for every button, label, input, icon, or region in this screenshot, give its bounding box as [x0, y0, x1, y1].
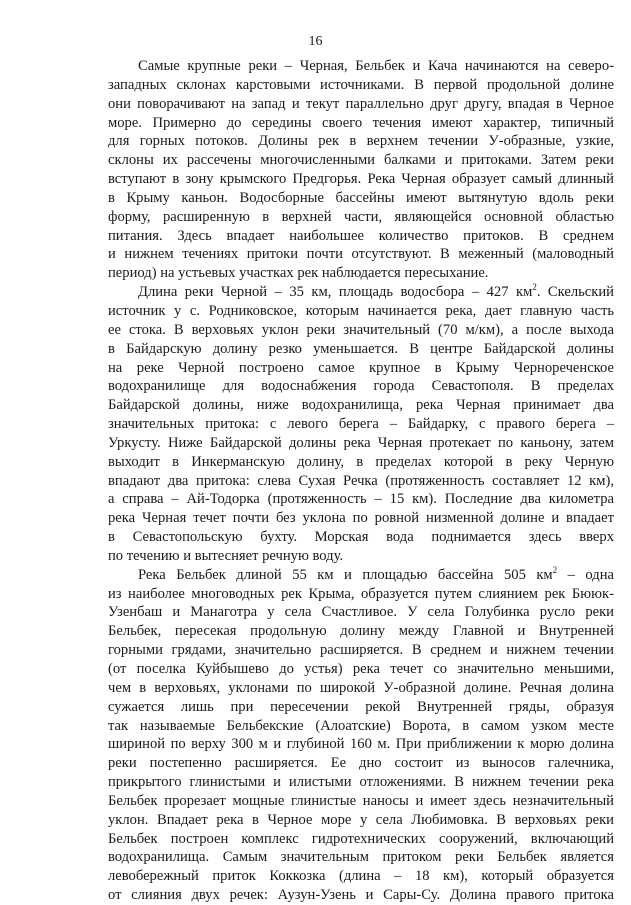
text-line: западных склонах карстовыми источниками. В первой продольной долине: [108, 76, 614, 93]
text-line: уклон. Впадает река в Черное море у села Любимовка. В верховьях реки: [108, 811, 614, 828]
text-line: и нижнем течениях притоки почти отсутствуют. В меженный (маловодный: [108, 246, 614, 263]
text-line: а справа – Ай-Тодорка (протяженность – 15 км). Последние два километра: [108, 491, 614, 508]
text-line: Бельбек прорезает мощные глинистые наносы и имеет здесь незначительный: [108, 792, 614, 809]
text-line: в Севастопольскую бухту. Морская вода поднимается здесь вверх: [108, 529, 614, 546]
text-line: в Байдарскую долину резко уменьшается. В центре Байдарской долины: [108, 340, 614, 357]
text-line: река Черная течет почти без уклона по ровной низменной долине и впадает: [108, 510, 614, 527]
text-line: вступают в зону крымского Предгорья. Река Черная образует самый длинный: [108, 171, 614, 188]
text-line: Узенбаш и Манаготра у села Счастливое. У села Голубинка русло реки: [108, 604, 614, 621]
text-line: выходит в Инкерманскую долину, в пределах которой в реку Черную: [108, 453, 614, 470]
text-line: Бельбек построен комплекс гидротехнических сооружений, включающий: [108, 830, 614, 847]
text-line: прикрытого глинистыми и илистыми отложениями. В нижнем течении река: [108, 774, 614, 791]
text-line: Бельбек, пересекая продольную долину между Главной и Внутренней: [108, 623, 614, 640]
text-line: питания. Здесь впадает наибольшее количество притоков. В среднем: [108, 227, 614, 244]
text-line: ее стока. В верховьях уклон реки значительный (70 м/км), а после выхода: [108, 321, 614, 338]
text-line: по течению и вытесняет речную воду.: [108, 547, 344, 564]
paragraph: [108, 57, 614, 283]
text-line: для горных потоков. Долины рек в верхнем течении У-образные, узкие,: [108, 133, 614, 150]
text-line: Самые крупные реки – Черная, Бельбек и Кача начинаются на северо-: [138, 58, 614, 74]
page-number: 16: [308, 34, 323, 49]
text-line: Длина реки Черной – 35 км, площадь водосбора – 427 $км^2$. Скельский: [138, 282, 614, 301]
text-line: от слияния двух речек: Аузун-Узень и Сары-Су. Долина правого притока: [108, 887, 614, 904]
body-text: [108, 57, 614, 905]
text-line: Байдарской долины, ниже водохранилища, река Черная принимает два: [108, 397, 614, 414]
paragraph: [108, 283, 614, 566]
text-line: в Крыму каньон. Водосборные бассейны имеют вытянутую вдоль реки: [108, 189, 614, 206]
text-line: источник у с. Родниковское, которым начинается река, дает главную часть: [108, 302, 614, 319]
paragraph: [108, 566, 614, 905]
text-line: горными грядами, значительно расширяется. В среднем и нижнем течении: [108, 642, 614, 659]
text-line: из наиболее многоводных рек Крыма, образуется путем слиянием рек Бююк-: [108, 585, 614, 602]
text-line: значительных притока: с левого берега – Байдарку, с правого берега –: [108, 416, 614, 433]
text-line: водохранилище для водоснабжения города Севастополя. В пределах: [108, 378, 614, 395]
text-line: море. Примерно до середины своего течения имеют характер, типичный: [108, 114, 614, 131]
text-line: Река Бельбек длиной 55 км и площадью бассейна 505 $км^2$ – одна: [138, 564, 614, 583]
text-line: реки постепенно расширяется. Ее дно состоит из выносов галечника,: [108, 755, 614, 772]
text-line: (от поселка Куйбышево до устья) река течет со значительно меньшими,: [108, 661, 614, 677]
text-line: Уркусту. Ниже Байдарской долины река Черная протекает по каньону, затем: [108, 434, 614, 451]
text-line: впадают два притока: слева Сухая Речка (протяженность составляет 12 км),: [108, 472, 614, 489]
text-line: период) на устьевых участках рек наблюдается пересыхание.: [108, 265, 489, 282]
text-line: чем в верховьях, уклонами по широкой У-образной долине. Речная долина: [108, 679, 614, 696]
text-line: сужается лишь при пересечении рекой Внутренней гряды, образуя: [108, 698, 614, 715]
text-line: шириной по верху 300 м и глубиной 160 м. При приближении к морю долина: [108, 736, 614, 753]
text-line: левобережный приток Коккозка (длина – 18 км), который образуется: [108, 868, 614, 885]
text-line: на реке Черной построено самое крупное в Крыму Чернореченское: [108, 359, 614, 376]
text-line: они поворачивают на запад и текут параллельно друг другу, впадая в Черное: [108, 95, 614, 112]
text-line: форму, расширенную в верхней части, являющейся основной областью: [108, 208, 614, 225]
text-line: так называемые Бельбекские (Алоатские) Ворота, в самом узком месте: [108, 717, 614, 734]
text-line: водохранилища. Самым значительным притоком реки Бельбек является: [108, 849, 614, 866]
text-line: склоны их рассечены многочисленными балками и притоками. Затем реки: [108, 152, 614, 169]
